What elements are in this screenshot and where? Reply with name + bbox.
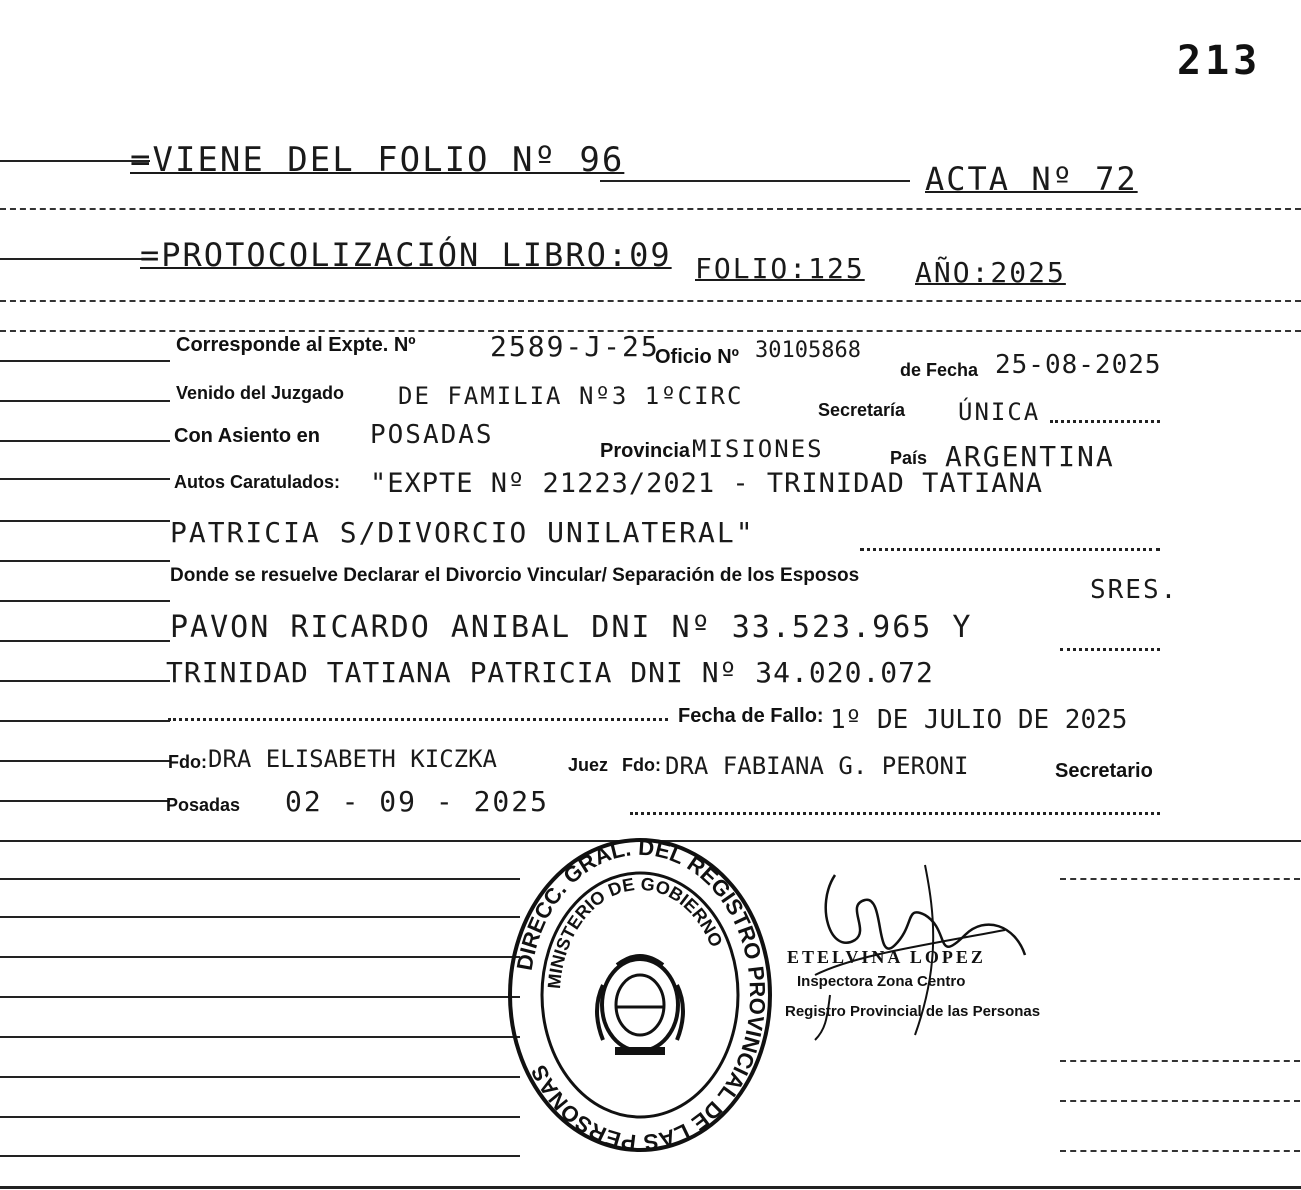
dotted-fill — [1050, 420, 1160, 423]
pais-label: País — [890, 448, 928, 468]
fdo-label-juez: Fdo: — [168, 752, 207, 772]
ruled-line — [0, 1036, 520, 1038]
ruled-line — [0, 1076, 520, 1078]
ruled-line — [0, 1155, 520, 1157]
ruled-line — [0, 520, 170, 522]
secretario-label: Secretario — [1055, 760, 1153, 782]
ruled-line — [0, 360, 170, 362]
provincia-label: Provincia — [600, 440, 691, 462]
secretaria-value: ÚNICA — [958, 398, 1041, 426]
signer-name: ETELVINA LOPEZ — [787, 947, 986, 967]
acta-number: ACTA Nº 72 — [925, 160, 1138, 198]
secretaria-label: Secretaría — [818, 400, 906, 420]
ruled-line — [0, 760, 170, 762]
dotted-fill — [860, 548, 1160, 551]
autos-line2: PATRICIA S/DIVORCIO UNILATERAL" — [170, 516, 755, 549]
juzgado-value: DE FAMILIA Nº3 1ºCIRC — [398, 382, 744, 410]
ruled-line — [0, 640, 170, 642]
esposa-line: TRINIDAD TATIANA PATRICIA DNI Nº 34.020.072 — [166, 656, 934, 689]
ruled-line — [0, 996, 520, 998]
ruled-line — [1060, 878, 1300, 880]
ruled-line — [0, 560, 170, 562]
asiento-value: POSADAS — [370, 420, 494, 450]
venido-label: Venido del Juzgado — [176, 383, 345, 403]
header-line — [600, 180, 910, 182]
stamp-inner-text: MINISTERIO DE GOBIERNO — [543, 873, 727, 990]
donde-value: SRES. — [1090, 575, 1179, 605]
signer-org: Registro Provincial de las Personas — [785, 1003, 1041, 1020]
autos-line1: "EXPTE Nº 21223/2021 - TRINIDAD TATIANA — [370, 468, 1043, 499]
posadas-date: 02 - 09 - 2025 — [285, 785, 550, 818]
autos-label: Autos Caratulados: — [174, 472, 341, 492]
ruled-line — [1060, 1150, 1300, 1152]
signer-title: Inspectora Zona Centro — [797, 973, 966, 990]
juez-label: Juez — [568, 755, 609, 775]
esposo-line: PAVON RICARDO ANIBAL DNI Nº 33.523.965 Y — [170, 610, 973, 645]
dotted-fill — [630, 812, 1160, 815]
ruled-line — [1060, 1100, 1300, 1102]
ruled-line — [0, 720, 170, 722]
ruled-line — [0, 440, 170, 442]
signature-block — [775, 845, 1041, 1050]
provincia-value: MISIONES — [692, 435, 824, 463]
juez-value: DRA ELISABETH KICZKA — [208, 745, 497, 773]
ruled-line — [0, 800, 170, 802]
fallo-value: 1º DE JULIO DE 2025 — [830, 705, 1128, 735]
fecha-value: 25-08-2025 — [995, 350, 1162, 380]
ruled-line — [0, 916, 520, 918]
ruled-line — [0, 208, 1301, 210]
secretario-value: DRA FABIANA G. PERONI — [665, 752, 969, 780]
stamp-outer-text: DIRECC. GRAL. DEL REGISTRO PROVINCIAL DE LAS PERSONAS — [511, 835, 771, 1155]
fallo-label: Fecha de Fallo: — [678, 705, 824, 727]
official-stamp — [505, 835, 775, 1155]
ruled-line — [0, 1186, 1301, 1189]
page-number: 213 — [1177, 38, 1262, 84]
ruled-line — [0, 478, 170, 480]
fdo-label-secretario: Fdo: — [622, 755, 661, 775]
protocolizacion-folio: FOLIO:125 — [695, 252, 865, 285]
ruled-line — [0, 956, 520, 958]
ruled-line — [0, 600, 170, 602]
oficio-label: Oficio Nº — [655, 346, 739, 368]
dotted-fill — [1060, 648, 1160, 651]
ruled-line — [1060, 1060, 1300, 1062]
corresponde-label: Corresponde al Expte. Nº — [176, 334, 416, 356]
ruled-line — [0, 878, 520, 880]
ruled-line — [0, 680, 170, 682]
ruled-line — [0, 160, 150, 162]
fecha-label: de Fecha — [900, 360, 979, 380]
ruled-line — [0, 258, 150, 260]
ruled-line — [0, 1116, 520, 1118]
donde-label: Donde se resuelve Declarar el Divorcio Vincular/ Separación de los Esposos — [170, 565, 860, 586]
ruled-line — [0, 300, 1301, 302]
dotted-fill — [168, 718, 668, 721]
oficio-value: 30105868 — [755, 338, 861, 363]
expte-value: 2589-J-25 — [490, 330, 660, 363]
posadas-label: Posadas — [166, 795, 241, 815]
viene-del-folio: =VIENE DEL FOLIO Nº 96 — [130, 140, 625, 180]
asiento-label: Con Asiento en — [174, 425, 320, 447]
coat-of-arms-icon — [597, 956, 683, 1055]
ruled-line — [0, 400, 170, 402]
protocolizacion-anio: AÑO:2025 — [915, 256, 1066, 289]
pais-value: ARGENTINA — [945, 440, 1115, 473]
protocolizacion-libro: =PROTOCOLIZACIÓN LIBRO:09 — [140, 236, 672, 274]
